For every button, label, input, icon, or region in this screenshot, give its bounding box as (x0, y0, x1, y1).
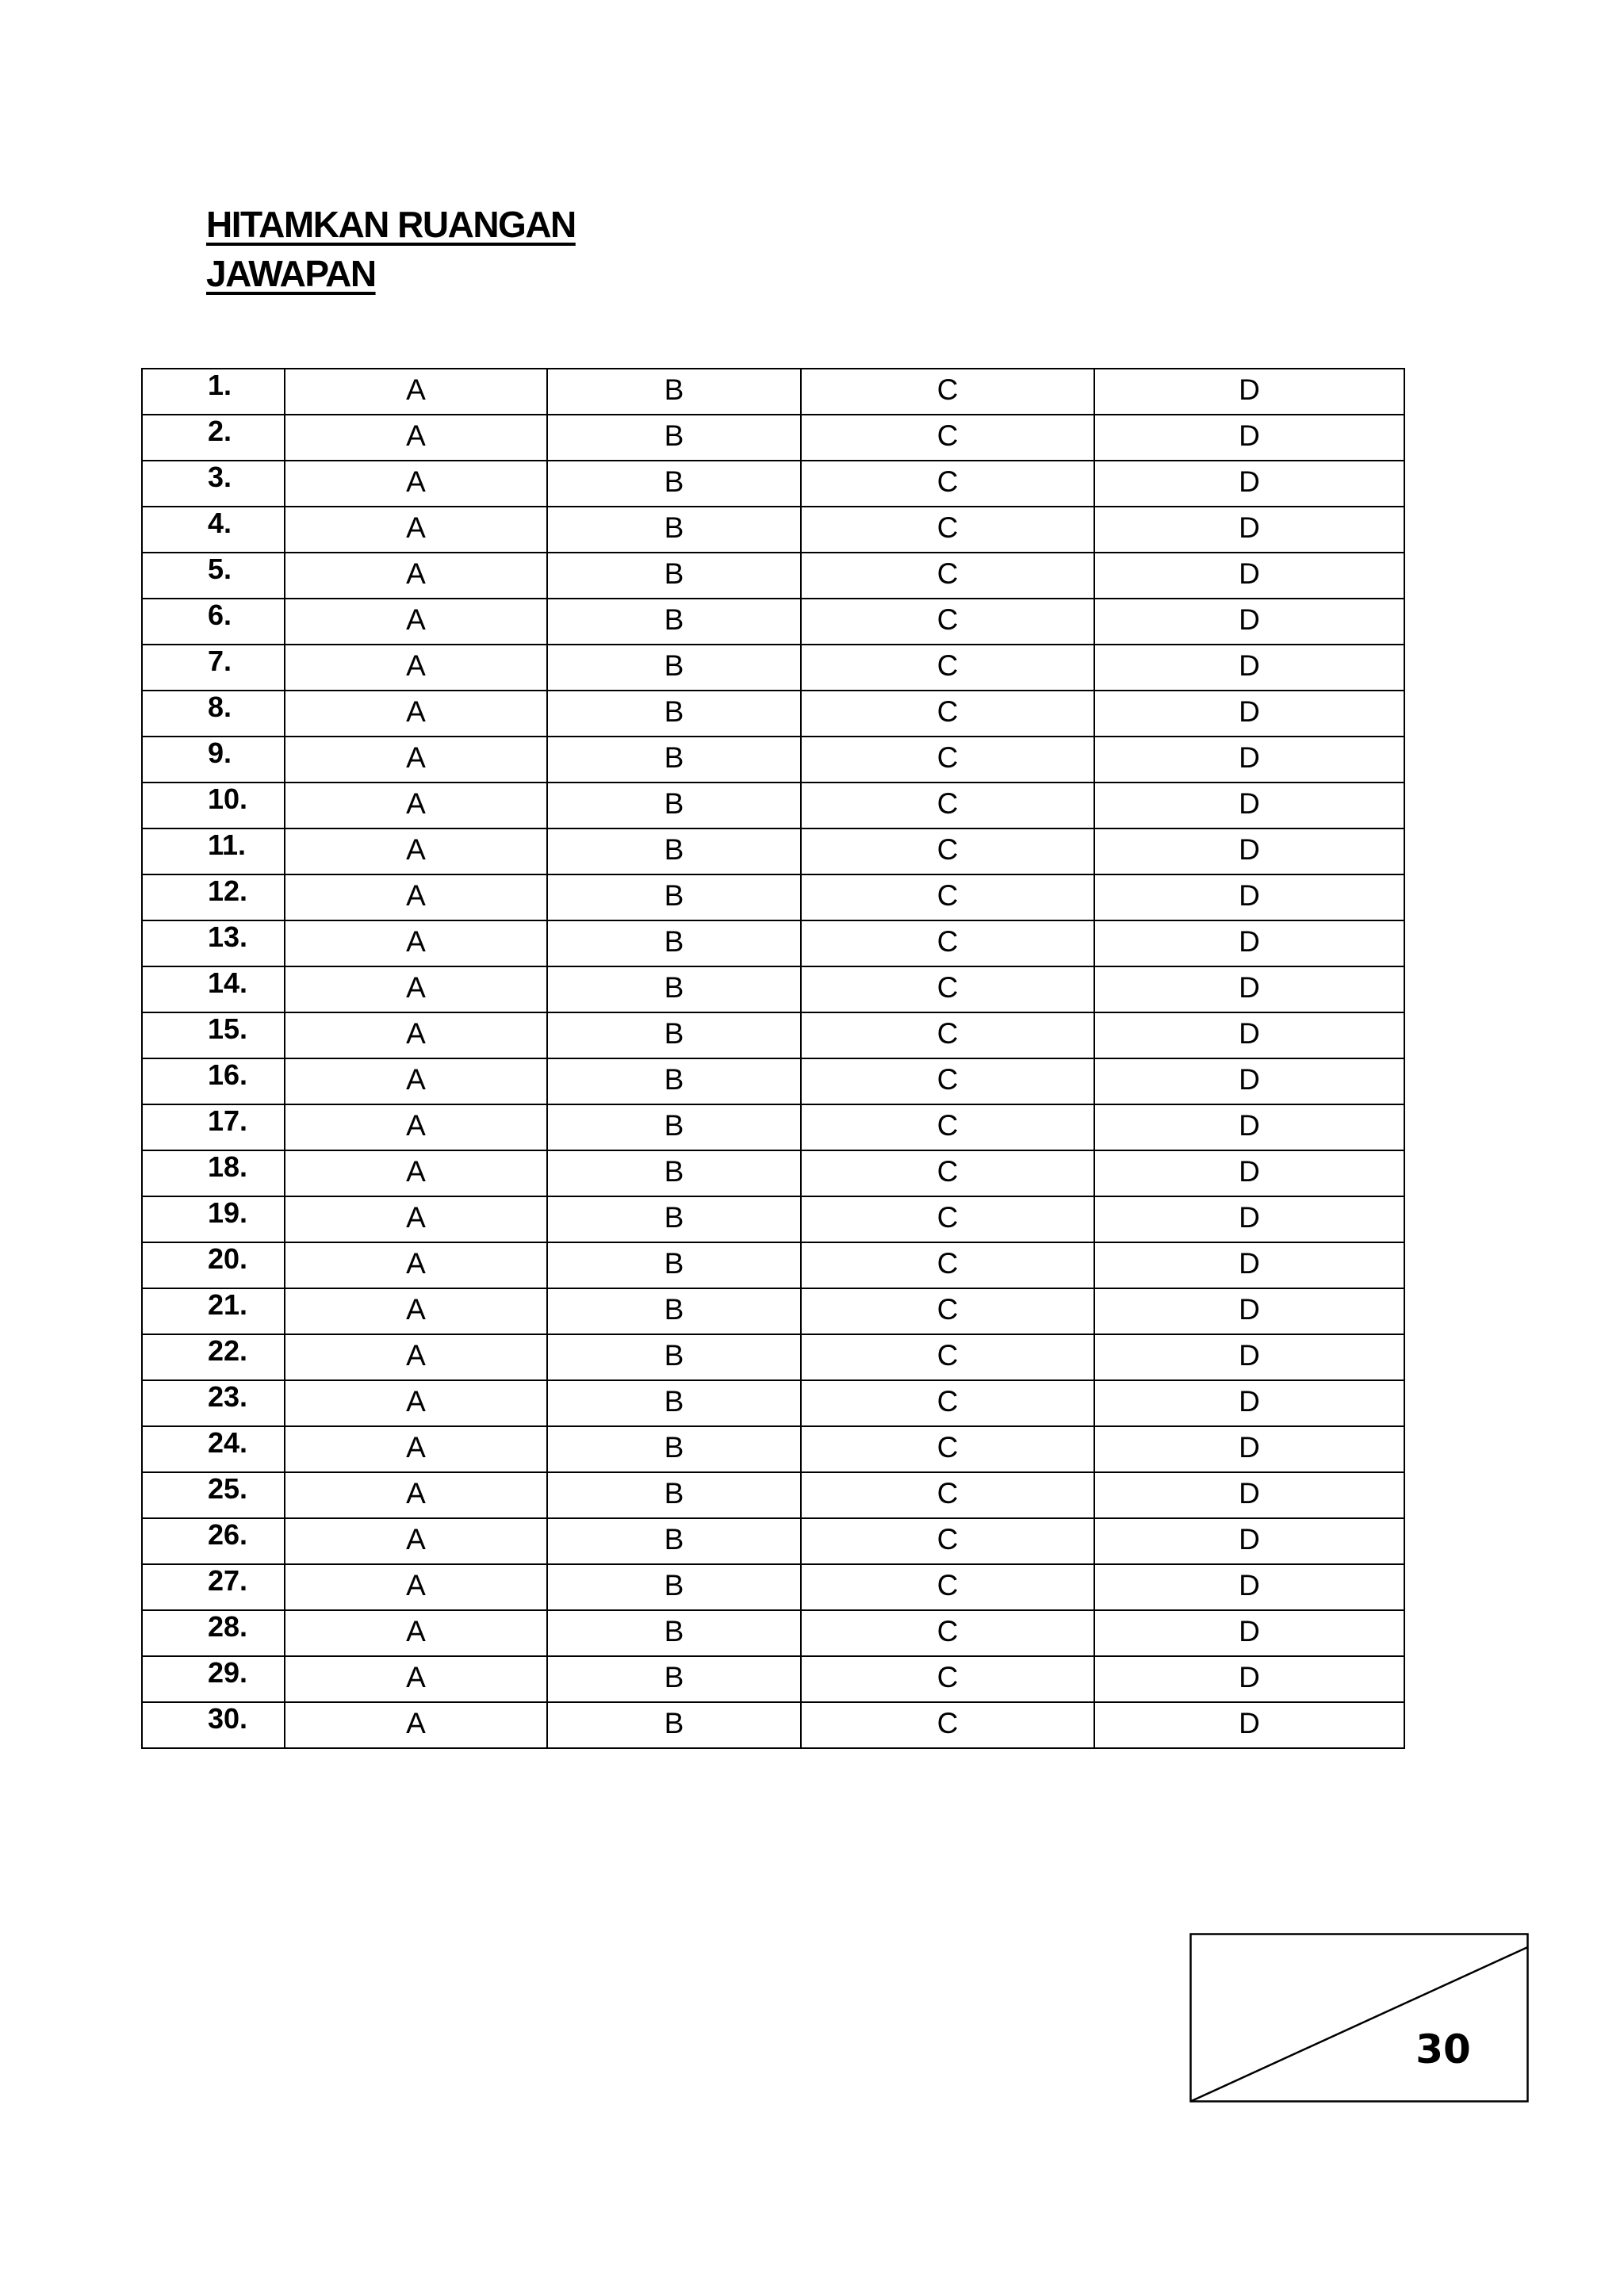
answer-option-a[interactable]: A (285, 1518, 547, 1564)
answer-option-d[interactable]: D (1094, 1702, 1404, 1748)
answer-option-d[interactable]: D (1094, 1564, 1404, 1610)
answer-option-a[interactable]: A (285, 369, 547, 415)
question-number: 10. (142, 783, 285, 828)
answer-option-d[interactable]: D (1094, 691, 1404, 737)
question-number: 9. (142, 737, 285, 783)
heading-line-2: JAWAPAN (206, 253, 376, 294)
answer-option-c[interactable]: C (801, 783, 1094, 828)
answer-option-b[interactable]: B (547, 1564, 801, 1610)
answer-option-c[interactable]: C (801, 461, 1094, 507)
question-number: 17. (142, 1104, 285, 1150)
question-number: 21. (142, 1288, 285, 1334)
answer-option-d[interactable]: D (1094, 1288, 1404, 1334)
answer-row (142, 1564, 1404, 1610)
answer-option-a[interactable]: A (285, 1334, 547, 1380)
answer-option-c[interactable]: C (801, 1426, 1094, 1472)
answer-option-b[interactable]: B (547, 737, 801, 783)
answer-option-b[interactable]: B (547, 1104, 801, 1150)
answer-option-c[interactable]: C (801, 1610, 1094, 1656)
answer-row (142, 1242, 1404, 1288)
answer-option-d[interactable]: D (1094, 1426, 1404, 1472)
question-number: 12. (142, 874, 285, 920)
answer-option-c[interactable]: C (801, 1564, 1094, 1610)
question-number: 3. (142, 461, 285, 507)
answer-option-d[interactable]: D (1094, 1104, 1404, 1150)
question-number: 25. (142, 1472, 285, 1518)
question-number: 23. (142, 1380, 285, 1426)
answer-option-d[interactable]: D (1094, 737, 1404, 783)
answer-row (142, 415, 1404, 461)
answer-option-c[interactable]: C (801, 874, 1094, 920)
answer-row (142, 1334, 1404, 1380)
answer-option-c[interactable]: C (801, 1518, 1094, 1564)
answer-option-d[interactable]: D (1094, 1196, 1404, 1242)
question-number: 18. (142, 1150, 285, 1196)
answer-option-a[interactable]: A (285, 461, 547, 507)
answer-option-b[interactable]: B (547, 1012, 801, 1058)
page-heading (206, 200, 576, 298)
answer-option-b[interactable]: B (547, 415, 801, 461)
question-number: 16. (142, 1058, 285, 1104)
answer-option-a[interactable]: A (285, 1702, 547, 1748)
answer-option-b[interactable]: B (547, 1196, 801, 1242)
question-number: 27. (142, 1564, 285, 1610)
answer-row (142, 966, 1404, 1012)
answer-option-a[interactable]: A (285, 1242, 547, 1288)
answer-row (142, 1196, 1404, 1242)
answer-option-c[interactable]: C (801, 1288, 1094, 1334)
answer-option-b[interactable]: B (547, 920, 801, 966)
answer-option-d[interactable]: D (1094, 553, 1404, 599)
question-number: 20. (142, 1242, 285, 1288)
question-number: 11. (142, 828, 285, 874)
answer-row (142, 874, 1404, 920)
answer-row (142, 461, 1404, 507)
answer-rows (142, 369, 1404, 1748)
answer-option-d[interactable]: D (1094, 599, 1404, 645)
answer-option-a[interactable]: A (285, 1610, 547, 1656)
answer-option-d[interactable]: D (1094, 828, 1404, 874)
question-number: 19. (142, 1196, 285, 1242)
answer-option-b[interactable]: B (547, 783, 801, 828)
question-number: 4. (142, 507, 285, 553)
answer-option-b[interactable]: B (547, 553, 801, 599)
answer-option-c[interactable]: C (801, 966, 1094, 1012)
answer-row (142, 1150, 1404, 1196)
question-number: 28. (142, 1610, 285, 1656)
answer-option-a[interactable]: A (285, 1104, 547, 1150)
answer-option-b[interactable]: B (547, 691, 801, 737)
score-total: 30 (1415, 2026, 1471, 2072)
answer-option-c[interactable]: C (801, 737, 1094, 783)
answer-option-c[interactable]: C (801, 920, 1094, 966)
answer-row (142, 1610, 1404, 1656)
answer-option-d[interactable]: D (1094, 369, 1404, 415)
answer-option-a[interactable]: A (285, 645, 547, 691)
answer-option-d[interactable]: D (1094, 507, 1404, 553)
answer-row (142, 507, 1404, 553)
answer-option-c[interactable]: C (801, 1702, 1094, 1748)
answer-row (142, 369, 1404, 415)
answer-option-d[interactable]: D (1094, 1610, 1404, 1656)
answer-option-d[interactable]: D (1094, 1058, 1404, 1104)
answer-option-d[interactable]: D (1094, 874, 1404, 920)
answer-option-a[interactable]: A (285, 415, 547, 461)
answer-row (142, 1472, 1404, 1518)
answer-option-b[interactable]: B (547, 645, 801, 691)
answer-option-b[interactable]: B (547, 1472, 801, 1518)
answer-option-a[interactable]: A (285, 1564, 547, 1610)
answer-option-a[interactable]: A (285, 1150, 547, 1196)
answer-option-b[interactable]: B (547, 1426, 801, 1472)
question-number: 8. (142, 691, 285, 737)
answer-option-a[interactable]: A (285, 1472, 547, 1518)
answer-option-d[interactable]: D (1094, 645, 1404, 691)
answer-option-a[interactable]: A (285, 966, 547, 1012)
answer-option-c[interactable]: C (801, 1196, 1094, 1242)
answer-option-b[interactable]: B (547, 461, 801, 507)
answer-option-c[interactable]: C (801, 828, 1094, 874)
answer-row (142, 1426, 1404, 1472)
score-box-frame (1189, 1933, 1529, 2103)
answer-option-b[interactable]: B (547, 1150, 801, 1196)
question-number: 22. (142, 1334, 285, 1380)
answer-row (142, 1380, 1404, 1426)
answer-option-c[interactable]: C (801, 1472, 1094, 1518)
question-number: 24. (142, 1426, 285, 1472)
answer-option-a[interactable]: A (285, 599, 547, 645)
answer-option-c[interactable]: C (801, 507, 1094, 553)
answer-row (142, 1518, 1404, 1564)
answer-option-b[interactable]: B (547, 1656, 801, 1702)
answer-option-c[interactable]: C (801, 645, 1094, 691)
answer-option-a[interactable]: A (285, 874, 547, 920)
answer-option-a[interactable]: A (285, 1380, 547, 1426)
question-number: 5. (142, 553, 285, 599)
answer-option-a[interactable]: A (285, 553, 547, 599)
answer-option-c[interactable]: C (801, 1104, 1094, 1150)
answer-option-c[interactable]: C (801, 415, 1094, 461)
score-box (1189, 1933, 1529, 2103)
answer-option-d[interactable]: D (1094, 1472, 1404, 1518)
answer-row (142, 599, 1404, 645)
answer-option-a[interactable]: A (285, 1196, 547, 1242)
answer-option-c[interactable]: C (801, 599, 1094, 645)
answer-option-d[interactable]: D (1094, 1242, 1404, 1288)
answer-option-b[interactable]: B (547, 1518, 801, 1564)
answer-option-c[interactable]: C (801, 691, 1094, 737)
answer-option-c[interactable]: C (801, 1656, 1094, 1702)
answer-row (142, 1656, 1404, 1702)
answer-option-b[interactable]: B (547, 599, 801, 645)
answer-row (142, 1288, 1404, 1334)
answer-option-c[interactable]: C (801, 1242, 1094, 1288)
answer-option-a[interactable]: A (285, 920, 547, 966)
question-number: 7. (142, 645, 285, 691)
answer-row (142, 783, 1404, 828)
heading-line-1: HITAMKAN RUANGAN (206, 204, 576, 245)
answer-row (142, 553, 1404, 599)
question-number: 26. (142, 1518, 285, 1564)
answer-row (142, 1104, 1404, 1150)
answer-option-d[interactable]: D (1094, 1656, 1404, 1702)
question-number: 2. (142, 415, 285, 461)
answer-option-d[interactable]: D (1094, 1518, 1404, 1564)
answer-option-c[interactable]: C (801, 553, 1094, 599)
answer-option-d[interactable]: D (1094, 461, 1404, 507)
answer-option-d[interactable]: D (1094, 1012, 1404, 1058)
question-number: 13. (142, 920, 285, 966)
answer-option-d[interactable]: D (1094, 966, 1404, 1012)
answer-option-d[interactable]: D (1094, 920, 1404, 966)
answer-row (142, 1012, 1404, 1058)
score-box-diagonal (1191, 1947, 1528, 2102)
answer-option-b[interactable]: B (547, 1058, 801, 1104)
question-number: 1. (142, 369, 285, 415)
answer-option-d[interactable]: D (1094, 415, 1404, 461)
answer-option-b[interactable]: B (547, 966, 801, 1012)
question-number: 29. (142, 1656, 285, 1702)
question-number: 15. (142, 1012, 285, 1058)
question-number: 30. (142, 1702, 285, 1748)
answer-option-b[interactable]: B (547, 1380, 801, 1426)
answer-option-a[interactable]: A (285, 507, 547, 553)
answer-option-c[interactable]: C (801, 1058, 1094, 1104)
answer-row (142, 645, 1404, 691)
answer-option-a[interactable]: A (285, 828, 547, 874)
answer-option-a[interactable]: A (285, 737, 547, 783)
answer-option-c[interactable]: C (801, 1380, 1094, 1426)
answer-row (142, 920, 1404, 966)
answer-option-a[interactable]: A (285, 783, 547, 828)
answer-row (142, 828, 1404, 874)
answer-row (142, 691, 1404, 737)
answer-option-a[interactable]: A (285, 1426, 547, 1472)
answer-option-c[interactable]: C (801, 1334, 1094, 1380)
answer-option-b[interactable]: B (547, 1288, 801, 1334)
answer-option-b[interactable]: B (547, 874, 801, 920)
answer-option-c[interactable]: C (801, 1150, 1094, 1196)
answer-option-a[interactable]: A (285, 1012, 547, 1058)
answer-grid (141, 368, 1405, 1749)
answer-option-a[interactable]: A (285, 1058, 547, 1104)
answer-option-b[interactable]: B (547, 1334, 801, 1380)
answer-option-a[interactable]: A (285, 1656, 547, 1702)
answer-row (142, 1702, 1404, 1748)
answer-option-d[interactable]: D (1094, 1334, 1404, 1380)
answer-option-d[interactable]: D (1094, 1380, 1404, 1426)
answer-row (142, 1058, 1404, 1104)
answer-option-c[interactable]: C (801, 1012, 1094, 1058)
answer-option-b[interactable]: B (547, 1610, 801, 1656)
answer-option-b[interactable]: B (547, 507, 801, 553)
question-number: 14. (142, 966, 285, 1012)
answer-option-a[interactable]: A (285, 1288, 547, 1334)
answer-option-b[interactable]: B (547, 1242, 801, 1288)
answer-option-b[interactable]: B (547, 828, 801, 874)
answer-option-b[interactable]: B (547, 1702, 801, 1748)
answer-option-a[interactable]: A (285, 691, 547, 737)
answer-option-b[interactable]: B (547, 369, 801, 415)
answer-option-d[interactable]: D (1094, 783, 1404, 828)
question-number: 6. (142, 599, 285, 645)
answer-option-d[interactable]: D (1094, 1150, 1404, 1196)
answer-option-c[interactable]: C (801, 369, 1094, 415)
answer-row (142, 737, 1404, 783)
